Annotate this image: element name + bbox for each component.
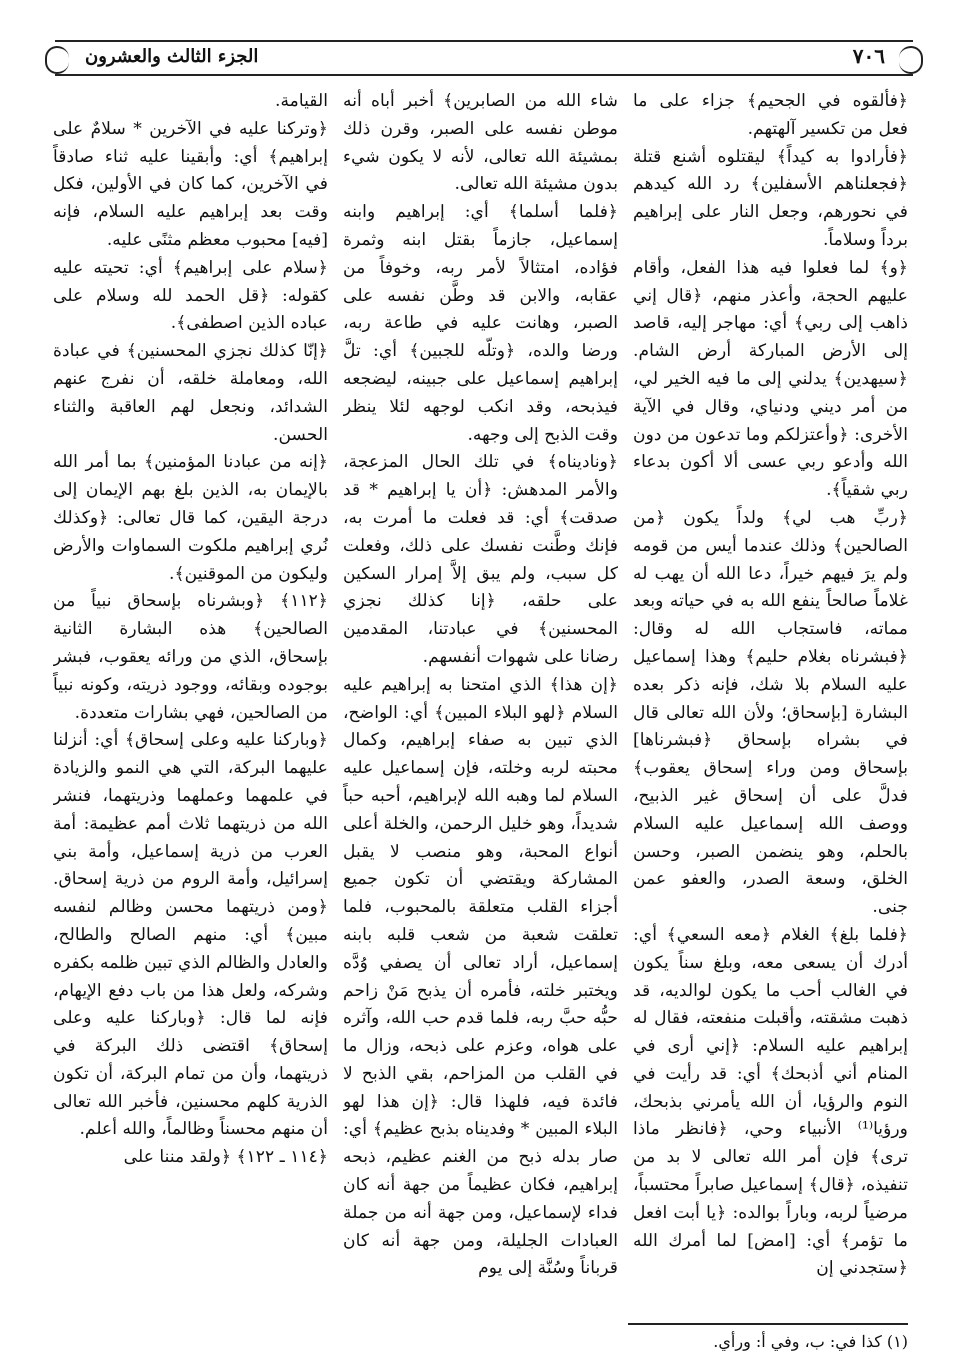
paragraph: ﴿١١٢﴾ ﴿وبشرناه بإسحاق نبياً من الصالحين﴾ هذه البشارة الثانية بإسحاق، الذي من ورائه يعقوب، فبشر بوجوده وبقائه، ووجود ذريته، وكونه نبياً من الصالحين، فهي بشارات متعددة. (53, 591, 328, 723)
paragraph: ﴿و﴾ لما فعلوا فيه هذا الفعل، وأقام عليهم الحجة، وأعذر منهم، ﴿قال إني ذاهب إلى ربي﴾ أي: مهاجر إليه، قاصد إلى الأرض المباركة أرض الشام. ﴿سيهدين﴾ يدلني إلى ما فيه الخير لي، من أمر ديني ودنياي، وقال في الآية الأخرى: ﴿وأعتزلكم وما تدعون من دون الله وأدعو ربي عسى ألا أكون بدعاء ربي شقياً﴾. (633, 257, 908, 501)
paragraph: ﴿وباركنا عليه وعلى إسحاق﴾ أي: أنزلنا عليهما البركة، التي هي النمو والزيادة في علمهما وعملهما وذريتهما، فنشر الله من ذريتهما ثلاث أمم عظيمة: أمة العرب من ذرية إسماعيل، وأمة بني إسرائيل، وأمة الروم من ذرية إسحاق. ﴿ومن ذريتهما محسن وظالم لنفسه مبين﴾ أي: منهم الصالح والطالح، والعادل والظالم الذي تبين ظلمه بكفره وشركه، ولعل هذا من باب دفع الإيهام، فإنه لما قال: ﴿وباركنا عليه وعلى إسحاق﴾ اقتضى ذلك البركة في ذريتهما، وأن من تمام البركة، أن تكون الذرية كلهم محسنين، فأخبر الله تعالى أن منهم محسناً وظالماً، والله أعلم. (53, 730, 328, 1140)
paragraph: ﴿ربِّ هب لي﴾ ولداً يكون ﴿من الصالحين﴾ وذلك عندما أيس من قومه ولم يرَ فيهم خيراً، دعا الله أن يهب له غلاماً صالحاً ينفع الله به في حياته وبعد مماته، فاستجاب الله له وقال: ﴿فبشرناه بغلام حليم﴾ وهذا إسماعيل عليه السلام بلا شك، فإنه ذكر بعده البشارة [بإسحاق؛ ولأن الله تعالى قال في بشراه بإسحاق ﴿فبشرناها] بإسحاق ومن وراء إسحاق يعقوب﴾ فدلَّ على أن إسحاق غير الذبيح، ووصف الله إسماعيل عليه السلام بالحلم، وهو ينضمن الصبر، وحسن الخلق، وسعة الصدر، والعفو عمن جنى. (633, 507, 908, 918)
column-left (53, 88, 328, 1310)
paragraph: ﴿إنّا كذلك نجزي المحسنين﴾ في عبادة الله، ومعاملة خلقه، أن نفرج عنهم الشدائد، ونجعل لهم العاقبة والثناء الحسن. (53, 341, 328, 445)
paragraph: ﴿فألقوه في الجحيم﴾ جزاء على ما فعل من تكسير آلهتهم. (633, 91, 908, 139)
column-right (633, 88, 908, 1310)
paragraph: ﴿فلما أسلما﴾ أي: إبراهيم وابنه إسماعيل، جازماً بقتل ابنه وثمرة فؤاده، امتثالاً لأمر ربه، وخوفاً من عقابه، والابن قد وطَّن نفسه على الصبر، وهانت عليه في طاعة ربه، ورضا والده، ﴿وتلّه للجبين﴾ أي: تلَّ إبراهيم إسماعيل على جبينه، ليضجعه فيذبحه، وقد انكب لوجهه لئلا ينظر وقت الذبح إلى وجهه. (343, 202, 618, 445)
paragraph: ﴿وتركنا عليه في الآخرين * سلامٌ على إبراهيم﴾ أي: وأبقينا عليه ثناء صادقاً في الآخرين، كما كان في الأولين، فكل وقت بعد إبراهيم عليه السلام، فإنه [فيه] محبوب معظم مثنًى عليه. (53, 118, 328, 250)
page-number: ٧٠٦ (852, 44, 885, 68)
column-middle (343, 88, 618, 1310)
footnote-rule (628, 1323, 908, 1325)
paragraph: ﴿فأرادوا به كيداً﴾ ليقتلوه أشنع قتلة ﴿فجعلناهم الأسفلين﴾ رد الله كيدهم في نحورهم، وجعل النار على إبراهيم برداً وسلاماً. (633, 146, 908, 250)
paragraph: ﴿وناديناه﴾ في تلك الحال المزعجة، والأمر المدهش: ﴿أن يا إبراهيم * قد صدقت﴾ أي: قد فعلت ما أمرت به، فإنك وطَّنت نفسك على ذلك، وفعلت كل سبب، ولم يبق إلاَّ إمرار السكين على حلقه، ﴿إنا كذلك نجزي المحسنين﴾ في عبادتنا، المقدمين رضانا على شهوات أنفسهم. (343, 452, 618, 667)
paragraph: ﴿سلام على إبراهيم﴾ أي: تحيته عليه كقوله: ﴿قل الحمد لله وسلام على عباده الذين اصطفى﴾. (53, 257, 328, 334)
paragraph: ﴿فلما بلغ﴾ الغلام ﴿معه السعي﴾ أي: أدرك أن يسعى معه، وبلغ سناً يكون في الغالب أحب ما يكون لوالديه، قد ذهبت مشقته، وأقبلت منفعته، فقال له إبراهيم عليه السلام: ﴿إني أرى في المنام أني أذبحك﴾ أي: قد رأيت في النوم والرؤيا، أن الله يأمرني بذبحك، ورؤيا⁽¹⁾ الأنبياء وحي، ﴿فانظر ماذا ترى﴾ فإن أمر الله تعالى لا بد من تنفيذه، ﴿قال﴾ إسماعيل صابراً محتسباً، مرضياً لربه، وباراً بوالده: ﴿يا أبت افعل ما تؤمر﴾ أي: [امض] لما أمرك الله ﴿ستجدني إن (633, 924, 908, 1279)
running-head: الجزء الثالث والعشرون (85, 46, 259, 67)
page-header (55, 40, 913, 76)
paragraph: القيامة. (274, 91, 328, 111)
paragraph: ﴿إن هذا﴾ الذي امتحنا به إبراهيم عليه السلام ﴿لهو البلاء المبين﴾ أي: الواضح، الذي تبين به صفاء إبراهيم، وكمال محبته لربه وخلته، فإن إسماعيل عليه السلام لما وهبه الله لإبراهيم، أحبه حباً شديداً، وهو خليل الرحمن، والخلة أعلى أنواع المحبة، وهو منصب لا يقبل المشاركة ويقتضي أن تكون جميع أجزاء القلب متعلقة بالمحبوب، فلما تعلقت شعبة من شعب قلبه بابنه إسماعيل، أراد تعالى أن يصفي وُدَّه ويختبر خلته، فأمره أن يذبح مَنْ زاحم حبُّه حبَّ ربه، فلما قدم حب الله، وآثره على هواه، وعزم على ذبحه، وزال ما في القلب من المزاحم، بقي الذبح لا فائدة فيه، فلهذا قال: ﴿إن هذا لهو البلاء المبين * وفديناه بذبح عظيم﴾ أي: صار بدله ذبح من الغنم عظيم، ذبحه إبراهيم، فكان عظيماً من جهة أنه كان فداء لإسماعيل، ومن جهة أنه من جملة العبادات الجليلة، ومن جهة أنه كان قرباناً وسُنَّة إلى يوم (343, 674, 618, 1279)
paragraph: ﴿إنه من عبادنا المؤمنين﴾ بما أمر الله بالإيمان به، الذين بلغ بهم الإيمان إلى درجة اليقين، كما قال تعالى: ﴿وكذلك نُري إبراهيم ملكوت السماوات والأرض وليكون من الموقنين﴾. (53, 452, 328, 584)
footnote: (١) كذا في: ب، وفي أ: ورأي. (713, 1332, 908, 1351)
text-columns (53, 88, 908, 1310)
paragraph: شاء الله من الصابرين﴾ أخبر أباه أنه موطن نفسه على الصبر، وقرن ذلك بمشيئة الله تعالى، لأنه لا يكون شيء بدون مشيئة الله تعالى. (343, 91, 618, 195)
paragraph: ﴿١١٤ ـ ١٢٢﴾ ﴿ولقد مننا على (123, 1147, 328, 1168)
